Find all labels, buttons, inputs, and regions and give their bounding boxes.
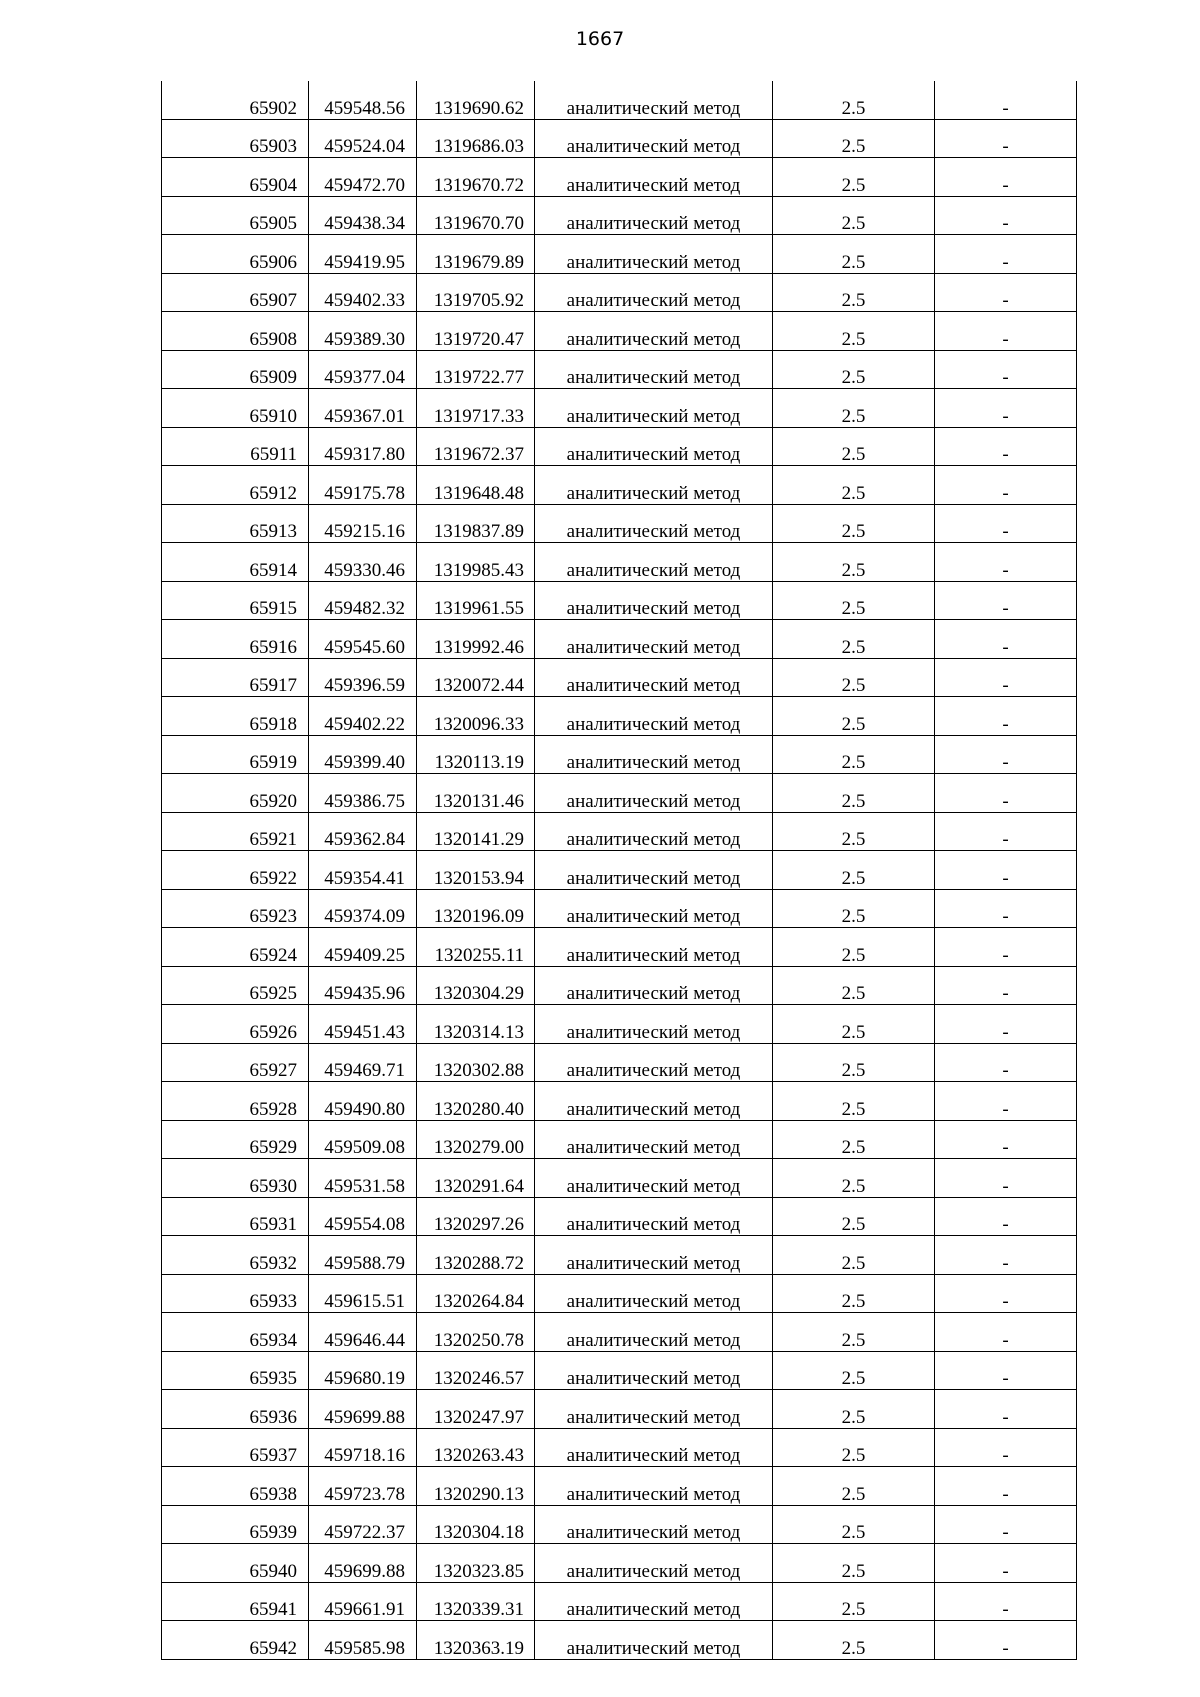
note-cell: - — [935, 1236, 1077, 1275]
table-row — [162, 812, 1077, 851]
note-cell: - — [935, 1621, 1077, 1660]
table-row — [162, 581, 1077, 620]
accuracy-cell: 2.5 — [773, 1544, 935, 1583]
point-number-cell: 65918 — [162, 697, 309, 736]
accuracy-cell: 2.5 — [773, 389, 935, 428]
accuracy-cell: 2.5 — [773, 1505, 935, 1544]
y-coordinate-cell: 1320314.13 — [417, 1005, 535, 1044]
y-coordinate-cell: 1319720.47 — [417, 312, 535, 351]
note-cell: - — [935, 350, 1077, 389]
x-coordinate-cell: 459472.70 — [309, 158, 417, 197]
accuracy-cell: 2.5 — [773, 427, 935, 466]
note-cell: - — [935, 466, 1077, 505]
method-cell: аналитический метод — [535, 389, 773, 428]
point-number-cell: 65928 — [162, 1082, 309, 1121]
method-cell: аналитический метод — [535, 1274, 773, 1313]
x-coordinate-cell: 459330.46 — [309, 543, 417, 582]
page-number: 1667 — [575, 28, 625, 50]
x-coordinate-cell: 459490.80 — [309, 1082, 417, 1121]
accuracy-cell: 2.5 — [773, 658, 935, 697]
point-number-cell: 65929 — [162, 1120, 309, 1159]
point-number-cell: 65932 — [162, 1236, 309, 1275]
table-row — [162, 196, 1077, 235]
x-coordinate-cell: 459374.09 — [309, 889, 417, 928]
method-cell: аналитический метод — [535, 812, 773, 851]
y-coordinate-cell: 1320246.57 — [417, 1351, 535, 1390]
x-coordinate-cell: 459699.88 — [309, 1544, 417, 1583]
x-coordinate-cell: 459354.41 — [309, 851, 417, 890]
table-row — [162, 889, 1077, 928]
method-cell: аналитический метод — [535, 658, 773, 697]
accuracy-cell: 2.5 — [773, 1467, 935, 1506]
method-cell: аналитический метод — [535, 1082, 773, 1121]
table-row — [162, 697, 1077, 736]
table-row — [162, 1236, 1077, 1275]
point-number-cell: 65922 — [162, 851, 309, 890]
table-row — [162, 350, 1077, 389]
point-number-cell: 65905 — [162, 196, 309, 235]
accuracy-cell: 2.5 — [773, 504, 935, 543]
point-number-cell: 65940 — [162, 1544, 309, 1583]
point-number-cell: 65907 — [162, 273, 309, 312]
note-cell: - — [935, 658, 1077, 697]
accuracy-cell: 2.5 — [773, 1082, 935, 1121]
accuracy-cell: 2.5 — [773, 119, 935, 158]
x-coordinate-cell: 459722.37 — [309, 1505, 417, 1544]
table-row — [162, 1621, 1077, 1660]
accuracy-cell: 2.5 — [773, 581, 935, 620]
method-cell: аналитический метод — [535, 1043, 773, 1082]
point-number-cell: 65921 — [162, 812, 309, 851]
accuracy-cell: 2.5 — [773, 812, 935, 851]
method-cell: аналитический метод — [535, 543, 773, 582]
method-cell: аналитический метод — [535, 158, 773, 197]
method-cell: аналитический метод — [535, 1505, 773, 1544]
method-cell: аналитический метод — [535, 1582, 773, 1621]
x-coordinate-cell: 459402.33 — [309, 273, 417, 312]
table-row — [162, 966, 1077, 1005]
method-cell: аналитический метод — [535, 81, 773, 119]
x-coordinate-cell: 459409.25 — [309, 928, 417, 967]
method-cell: аналитический метод — [535, 1236, 773, 1275]
y-coordinate-cell: 1320255.11 — [417, 928, 535, 967]
table-row — [162, 1582, 1077, 1621]
table-row — [162, 504, 1077, 543]
x-coordinate-cell: 459438.34 — [309, 196, 417, 235]
method-cell: аналитический метод — [535, 1005, 773, 1044]
method-cell: аналитический метод — [535, 466, 773, 505]
y-coordinate-cell: 1320291.64 — [417, 1159, 535, 1198]
table-row — [162, 389, 1077, 428]
y-coordinate-cell: 1320279.00 — [417, 1120, 535, 1159]
point-number-cell: 65906 — [162, 235, 309, 274]
point-number-cell: 65933 — [162, 1274, 309, 1313]
accuracy-cell: 2.5 — [773, 1236, 935, 1275]
x-coordinate-cell: 459215.16 — [309, 504, 417, 543]
y-coordinate-cell: 1320304.29 — [417, 966, 535, 1005]
note-cell: - — [935, 581, 1077, 620]
x-coordinate-cell: 459699.88 — [309, 1390, 417, 1429]
point-number-cell: 65925 — [162, 966, 309, 1005]
point-number-cell: 65934 — [162, 1313, 309, 1352]
note-cell: - — [935, 1582, 1077, 1621]
accuracy-cell: 2.5 — [773, 928, 935, 967]
accuracy-cell: 2.5 — [773, 851, 935, 890]
y-coordinate-cell: 1319679.89 — [417, 235, 535, 274]
y-coordinate-cell: 1320096.33 — [417, 697, 535, 736]
note-cell: - — [935, 389, 1077, 428]
method-cell: аналитический метод — [535, 312, 773, 351]
accuracy-cell: 2.5 — [773, 1274, 935, 1313]
point-number-cell: 65903 — [162, 119, 309, 158]
method-cell: аналитический метод — [535, 504, 773, 543]
point-number-cell: 65916 — [162, 620, 309, 659]
x-coordinate-cell: 459175.78 — [309, 466, 417, 505]
table-row — [162, 1467, 1077, 1506]
x-coordinate-cell: 459435.96 — [309, 966, 417, 1005]
method-cell: аналитический метод — [535, 1197, 773, 1236]
accuracy-cell: 2.5 — [773, 312, 935, 351]
table-row — [162, 1197, 1077, 1236]
note-cell: - — [935, 1505, 1077, 1544]
x-coordinate-cell: 459402.22 — [309, 697, 417, 736]
note-cell: - — [935, 1005, 1077, 1044]
y-coordinate-cell: 1319672.37 — [417, 427, 535, 466]
x-coordinate-cell: 459585.98 — [309, 1621, 417, 1660]
method-cell: аналитический метод — [535, 350, 773, 389]
point-number-cell: 65939 — [162, 1505, 309, 1544]
y-coordinate-cell: 1320264.84 — [417, 1274, 535, 1313]
note-cell: - — [935, 1274, 1077, 1313]
y-coordinate-cell: 1320196.09 — [417, 889, 535, 928]
y-coordinate-cell: 1320288.72 — [417, 1236, 535, 1275]
note-cell: - — [935, 427, 1077, 466]
note-cell: - — [935, 697, 1077, 736]
accuracy-cell: 2.5 — [773, 620, 935, 659]
y-coordinate-cell: 1320113.19 — [417, 735, 535, 774]
method-cell: аналитический метод — [535, 1159, 773, 1198]
note-cell: - — [935, 928, 1077, 967]
note-cell: - — [935, 312, 1077, 351]
table-row — [162, 1351, 1077, 1390]
table-row — [162, 851, 1077, 890]
point-number-cell: 65927 — [162, 1043, 309, 1082]
table-row — [162, 158, 1077, 197]
table-row — [162, 1082, 1077, 1121]
table-row — [162, 427, 1077, 466]
accuracy-cell: 2.5 — [773, 543, 935, 582]
note-cell: - — [935, 1197, 1077, 1236]
note-cell: - — [935, 735, 1077, 774]
table-row — [162, 235, 1077, 274]
method-cell: аналитический метод — [535, 273, 773, 312]
x-coordinate-cell: 459377.04 — [309, 350, 417, 389]
method-cell: аналитический метод — [535, 1313, 773, 1352]
point-number-cell: 65902 — [162, 81, 309, 119]
x-coordinate-cell: 459482.32 — [309, 581, 417, 620]
x-coordinate-cell: 459317.80 — [309, 427, 417, 466]
method-cell: аналитический метод — [535, 1120, 773, 1159]
method-cell: аналитический метод — [535, 1544, 773, 1583]
x-coordinate-cell: 459723.78 — [309, 1467, 417, 1506]
accuracy-cell: 2.5 — [773, 273, 935, 312]
note-cell: - — [935, 1390, 1077, 1429]
y-coordinate-cell: 1320304.18 — [417, 1505, 535, 1544]
note-cell: - — [935, 1351, 1077, 1390]
accuracy-cell: 2.5 — [773, 1313, 935, 1352]
x-coordinate-cell: 459469.71 — [309, 1043, 417, 1082]
method-cell: аналитический метод — [535, 697, 773, 736]
point-number-cell: 65911 — [162, 427, 309, 466]
y-coordinate-cell: 1320131.46 — [417, 774, 535, 813]
x-coordinate-cell: 459680.19 — [309, 1351, 417, 1390]
table-row — [162, 1505, 1077, 1544]
method-cell: аналитический метод — [535, 1467, 773, 1506]
note-cell: - — [935, 504, 1077, 543]
y-coordinate-cell: 1320363.19 — [417, 1621, 535, 1660]
y-coordinate-cell: 1320290.13 — [417, 1467, 535, 1506]
y-coordinate-cell: 1320263.43 — [417, 1428, 535, 1467]
note-cell: - — [935, 812, 1077, 851]
method-cell: аналитический метод — [535, 235, 773, 274]
method-cell: аналитический метод — [535, 427, 773, 466]
y-coordinate-cell: 1320250.78 — [417, 1313, 535, 1352]
accuracy-cell: 2.5 — [773, 1621, 935, 1660]
point-number-cell: 65910 — [162, 389, 309, 428]
x-coordinate-cell: 459588.79 — [309, 1236, 417, 1275]
accuracy-cell: 2.5 — [773, 735, 935, 774]
accuracy-cell: 2.5 — [773, 158, 935, 197]
table-row — [162, 620, 1077, 659]
accuracy-cell: 2.5 — [773, 1005, 935, 1044]
y-coordinate-cell: 1319686.03 — [417, 119, 535, 158]
table-row — [162, 273, 1077, 312]
accuracy-cell: 2.5 — [773, 1197, 935, 1236]
accuracy-cell: 2.5 — [773, 1351, 935, 1390]
accuracy-cell: 2.5 — [773, 966, 935, 1005]
y-coordinate-cell: 1319992.46 — [417, 620, 535, 659]
note-cell: - — [935, 966, 1077, 1005]
method-cell: аналитический метод — [535, 851, 773, 890]
table-row — [162, 928, 1077, 967]
y-coordinate-cell: 1320280.40 — [417, 1082, 535, 1121]
table-row — [162, 735, 1077, 774]
x-coordinate-cell: 459615.51 — [309, 1274, 417, 1313]
coordinates-table — [161, 81, 1077, 1660]
y-coordinate-cell: 1320302.88 — [417, 1043, 535, 1082]
x-coordinate-cell: 459661.91 — [309, 1582, 417, 1621]
table-row — [162, 1274, 1077, 1313]
y-coordinate-cell: 1320297.26 — [417, 1197, 535, 1236]
accuracy-cell: 2.5 — [773, 1390, 935, 1429]
x-coordinate-cell: 459396.59 — [309, 658, 417, 697]
method-cell: аналитический метод — [535, 1390, 773, 1429]
note-cell: - — [935, 1544, 1077, 1583]
table-row — [162, 312, 1077, 351]
point-number-cell: 65904 — [162, 158, 309, 197]
accuracy-cell: 2.5 — [773, 774, 935, 813]
y-coordinate-cell: 1319705.92 — [417, 273, 535, 312]
method-cell: аналитический метод — [535, 1428, 773, 1467]
accuracy-cell: 2.5 — [773, 889, 935, 928]
x-coordinate-cell: 459524.04 — [309, 119, 417, 158]
y-coordinate-cell: 1319670.70 — [417, 196, 535, 235]
x-coordinate-cell: 459367.01 — [309, 389, 417, 428]
y-coordinate-cell: 1320072.44 — [417, 658, 535, 697]
table-row — [162, 1159, 1077, 1198]
point-number-cell: 65917 — [162, 658, 309, 697]
note-cell: - — [935, 1082, 1077, 1121]
table-row — [162, 1043, 1077, 1082]
table-row — [162, 1120, 1077, 1159]
note-cell: - — [935, 158, 1077, 197]
accuracy-cell: 2.5 — [773, 1428, 935, 1467]
note-cell: - — [935, 273, 1077, 312]
note-cell: - — [935, 851, 1077, 890]
point-number-cell: 65908 — [162, 312, 309, 351]
accuracy-cell: 2.5 — [773, 697, 935, 736]
point-number-cell: 65930 — [162, 1159, 309, 1198]
note-cell: - — [935, 1428, 1077, 1467]
note-cell: - — [935, 620, 1077, 659]
y-coordinate-cell: 1319961.55 — [417, 581, 535, 620]
point-number-cell: 65915 — [162, 581, 309, 620]
method-cell: аналитический метод — [535, 774, 773, 813]
y-coordinate-cell: 1319648.48 — [417, 466, 535, 505]
x-coordinate-cell: 459386.75 — [309, 774, 417, 813]
note-cell: - — [935, 196, 1077, 235]
method-cell: аналитический метод — [535, 735, 773, 774]
point-number-cell: 65924 — [162, 928, 309, 967]
method-cell: аналитический метод — [535, 928, 773, 967]
point-number-cell: 65938 — [162, 1467, 309, 1506]
note-cell: - — [935, 543, 1077, 582]
x-coordinate-cell: 459646.44 — [309, 1313, 417, 1352]
accuracy-cell: 2.5 — [773, 196, 935, 235]
point-number-cell: 65913 — [162, 504, 309, 543]
note-cell: - — [935, 119, 1077, 158]
point-number-cell: 65942 — [162, 1621, 309, 1660]
note-cell: - — [935, 889, 1077, 928]
accuracy-cell: 2.5 — [773, 235, 935, 274]
table-row — [162, 1313, 1077, 1352]
method-cell: аналитический метод — [535, 1621, 773, 1660]
note-cell: - — [935, 81, 1077, 119]
x-coordinate-cell: 459451.43 — [309, 1005, 417, 1044]
x-coordinate-cell: 459419.95 — [309, 235, 417, 274]
note-cell: - — [935, 1120, 1077, 1159]
point-number-cell: 65914 — [162, 543, 309, 582]
point-number-cell: 65936 — [162, 1390, 309, 1429]
y-coordinate-cell: 1319837.89 — [417, 504, 535, 543]
y-coordinate-cell: 1319717.33 — [417, 389, 535, 428]
table-row — [162, 543, 1077, 582]
point-number-cell: 65937 — [162, 1428, 309, 1467]
method-cell: аналитический метод — [535, 196, 773, 235]
table-row — [162, 119, 1077, 158]
y-coordinate-cell: 1319722.77 — [417, 350, 535, 389]
point-number-cell: 65912 — [162, 466, 309, 505]
coordinates-table-body — [162, 81, 1077, 1659]
note-cell: - — [935, 1467, 1077, 1506]
accuracy-cell: 2.5 — [773, 350, 935, 389]
note-cell: - — [935, 235, 1077, 274]
accuracy-cell: 2.5 — [773, 1120, 935, 1159]
table-row — [162, 1390, 1077, 1429]
table-row — [162, 1005, 1077, 1044]
method-cell: аналитический метод — [535, 119, 773, 158]
x-coordinate-cell: 459718.16 — [309, 1428, 417, 1467]
accuracy-cell: 2.5 — [773, 1159, 935, 1198]
method-cell: аналитический метод — [535, 620, 773, 659]
y-coordinate-cell: 1320141.29 — [417, 812, 535, 851]
y-coordinate-cell: 1320153.94 — [417, 851, 535, 890]
accuracy-cell: 2.5 — [773, 81, 935, 119]
y-coordinate-cell: 1319690.62 — [417, 81, 535, 119]
table-row — [162, 1428, 1077, 1467]
note-cell: - — [935, 1313, 1077, 1352]
point-number-cell: 65935 — [162, 1351, 309, 1390]
method-cell: аналитический метод — [535, 581, 773, 620]
point-number-cell: 65931 — [162, 1197, 309, 1236]
x-coordinate-cell: 459399.40 — [309, 735, 417, 774]
x-coordinate-cell: 459389.30 — [309, 312, 417, 351]
point-number-cell: 65923 — [162, 889, 309, 928]
y-coordinate-cell: 1320323.85 — [417, 1544, 535, 1583]
table-row — [162, 81, 1077, 119]
accuracy-cell: 2.5 — [773, 1582, 935, 1621]
x-coordinate-cell: 459554.08 — [309, 1197, 417, 1236]
table-row — [162, 658, 1077, 697]
method-cell: аналитический метод — [535, 966, 773, 1005]
y-coordinate-cell: 1320247.97 — [417, 1390, 535, 1429]
x-coordinate-cell: 459531.58 — [309, 1159, 417, 1198]
point-number-cell: 65920 — [162, 774, 309, 813]
point-number-cell: 65926 — [162, 1005, 309, 1044]
table-row — [162, 466, 1077, 505]
x-coordinate-cell: 459509.08 — [309, 1120, 417, 1159]
note-cell: - — [935, 1043, 1077, 1082]
y-coordinate-cell: 1319985.43 — [417, 543, 535, 582]
note-cell: - — [935, 1159, 1077, 1198]
table-row — [162, 774, 1077, 813]
accuracy-cell: 2.5 — [773, 466, 935, 505]
y-coordinate-cell: 1319670.72 — [417, 158, 535, 197]
x-coordinate-cell: 459545.60 — [309, 620, 417, 659]
y-coordinate-cell: 1320339.31 — [417, 1582, 535, 1621]
note-cell: - — [935, 774, 1077, 813]
table-row — [162, 1544, 1077, 1583]
method-cell: аналитический метод — [535, 1351, 773, 1390]
x-coordinate-cell: 459362.84 — [309, 812, 417, 851]
method-cell: аналитический метод — [535, 889, 773, 928]
x-coordinate-cell: 459548.56 — [309, 81, 417, 119]
point-number-cell: 65919 — [162, 735, 309, 774]
accuracy-cell: 2.5 — [773, 1043, 935, 1082]
point-number-cell: 65941 — [162, 1582, 309, 1621]
point-number-cell: 65909 — [162, 350, 309, 389]
